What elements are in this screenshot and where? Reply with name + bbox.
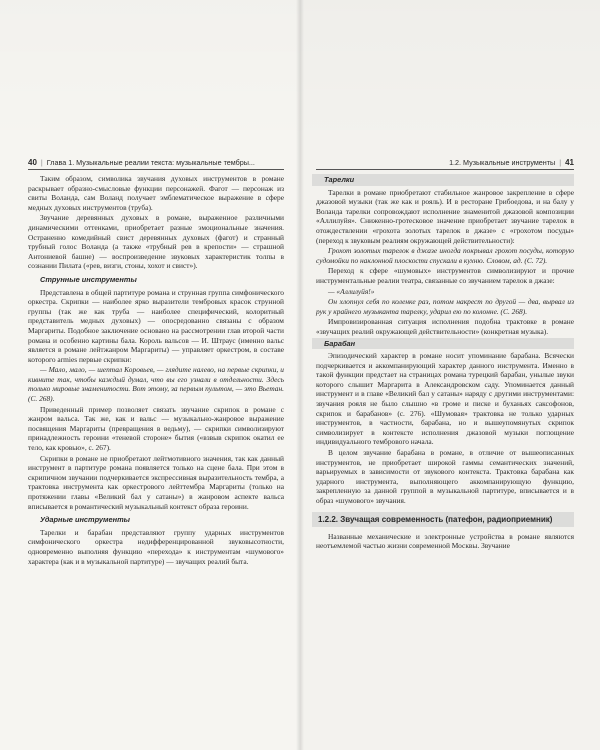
subheading-strings: Струнные инструменты [40, 274, 137, 284]
subheading-drum: Барабан [324, 338, 356, 348]
left-running-head [28, 158, 284, 170]
quote: Грохот золотых тарелок в джазе иногда покрывал грохот посуды, которую судомойки по наклонной плоскости спускали в кухню. Словом, ад. (С. 72). [316, 246, 574, 265]
paragraph: Таким образом, символика звучания духовых инструментов в романе раскрывает образно-смысловые функции персонажей. Фагот — персонаж из свиты Воланда, сам Воланд получает эмблематическое выражение в сфере медных духовых инструментов (труба). [28, 174, 284, 212]
right-page [300, 0, 600, 750]
section-heading: 1.2.2. Звучащая современность (патефон, радиоприемник) [312, 512, 574, 527]
quote: — «Аллилуйя!» [328, 286, 375, 296]
quote: Он хлопнул себя по коленке раз, потом накрест по другой — два, вырвал из рук у крайнего музыканта тарелку, ударил ею по колонне. (С. 268). [316, 297, 574, 316]
page-shadow [0, 0, 300, 150]
subheading-tab [312, 174, 574, 186]
left-page-number: 40 [28, 158, 37, 167]
left-page-content [28, 174, 284, 567]
paragraph: Тарелки и барабан представляют группу ударных инструментов симфонического оркестра недифференцированной звуковысотности, одновременно выполняя функцию «перехода» к инструментам «шумового» характера (как и в музыкальной партитуре) — звучащих реалий быта. [28, 527, 284, 566]
head-separator: | [40, 158, 43, 167]
paragraph: В целом звучание барабана в романе, в отличие от вышеописанных инструментов, не приобретает широкой гаммы семантических значений, варьируемых в зависимости от звукового контекста. Трактовка барабана как ударного инструмента, выполняющего аккомпанирующую функцию, закрепленную за данной группой в музыкальной партитуре, вписывается и в образ «шумового» звучания. [316, 448, 574, 505]
paragraph: Звучание деревянных духовых в романе, выраженное различными динамическими оттенками, приобретает разные эмоциональные значения. Остраненно комедийный свист деревянных духовых (фагот) и странный трубный голос Воланда (а также «трубный рев в крепости» — страшной Антониевой башне) — воспроизведение звуковых характеристик толпы в сознании Пилата («рев, визги, стоны, хохот и свист»). [28, 213, 284, 271]
right-running-head [316, 158, 574, 170]
paragraph: Импровизированная ситуация исполнения подобна трактовке в романе «звучащих реалий окружающей действительности» (конкретная музыка). [316, 317, 574, 336]
head-separator: | [559, 158, 562, 167]
right-page-content [316, 174, 574, 552]
paragraph: Эпизодический характер в романе носит упоминание барабана. Всячески подчеркивается и аккомпанирующий характер данного инструмента. Именно в такой функции предстает на страницах романа турецкий барабан, унылые звуки которого слышит Маргарита в Александровском саду. Упоминается данный инструмент и в главе «Великий бал у сатаны» наряду с другими инструментами: звучания рояля не было слышно «в громе и писке и буханьях саксофонов, скрипок и барабанов» (с. 276). «Шумовая» трактовка не только ударных инструментов, в частности, барабана, но и вышеупомянутых скрипок символизирует в контексте исполнения джазовой музыки поглощение индивидуального тембрового начала. [316, 351, 574, 447]
subheading-percussion: Ударные инструменты [40, 515, 130, 525]
left-chapter-title: Глава 1. Музыкальные реалии текста: музыкальные тембры... [46, 158, 255, 167]
paragraph: Приведенный пример позволяет связать звучание скрипок в романе с жанром вальса. Так же, как и вальс — музыкально-жанровое выражение посвящения Маргариты (превращения в ведьму), — скрипки символизируют принадлежность героини «теневой стороне» бытия («взвыв скрипок окатил ее тело, как кровью», с. 267). [28, 404, 284, 453]
right-section-title: 1.2. Музыкальные инструменты [449, 158, 556, 167]
paragraph: Представлена в общей партитуре романа и струнная группа симфонического оркестра. Скрипки — наиболее ярко выразители тембровых красок струнной группы (так же как труба — наиболее специфический, колоритный представитель медных духовых) — опосредованно связаны с образом Маргариты. Подобное заключение основано на рассмотрении глав второй части романа и особенно картины бала. Король вальсов — И. Штраус (именно вальс является в романе лейтжанром Маргариты) — управляет оркестром, в составе которого armies первые скрипки: [28, 287, 284, 364]
paragraph: Названные механические и электронные устройства в романе являются неотъемлемой частью жизни современной Москвы. Звучание [316, 531, 574, 551]
right-page-number: 41 [565, 158, 574, 167]
page-shadow [300, 0, 600, 150]
subheading-tab [312, 338, 574, 350]
paragraph: Скрипки в романе не приобретают лейтмотивного значения, так как данный инструмент в партитуре романа появляется только на сцене бала. При этом в скрипичном звучании подчеркивается экспрессивная выразительность тембра, а трактовка инструмента как оркестрового лейттембра Маргариты (только на протяжении главы «Великий бал у сатаны») в жанровом аспекте вальса вписывается в романтический музыкальный контекст образа героини. [28, 453, 284, 511]
book-gutter [296, 0, 304, 750]
quote: — Мало, мало, — шептал Коровьев, — глядите налево, на первые скрипки, и кивните так, чтобы каждый думал, что вы его узнали в отдельности. Здесь только мировые знаменитости. Вот этому, за первым пультом, — это Вьетан. (С. 268). [28, 365, 284, 404]
subheading-cymbals: Тарелки [324, 175, 355, 184]
paragraph: Переход к сфере «шумовых» инструментов символизируют и прочие инструментальные реалии театра, связанные со звучанием тарелок в джазе: [316, 266, 574, 285]
paragraph: Тарелки в романе приобретают стабильное жанровое закрепление в сфере джазовой музыки (так же как и рояль). И в ресторане Грибоедова, и на балу у Воланда тарелки сопровождают исполнение знаменитой джазовой композиции «Аллилуйя». Сниженно-гротесковое значение приобретает звучание тарелок в отождествлении «грохота золотых тарелок в джазе» с «грохотом посуды» (переход к звуковым реалиям окружающей действительности): [316, 187, 574, 245]
